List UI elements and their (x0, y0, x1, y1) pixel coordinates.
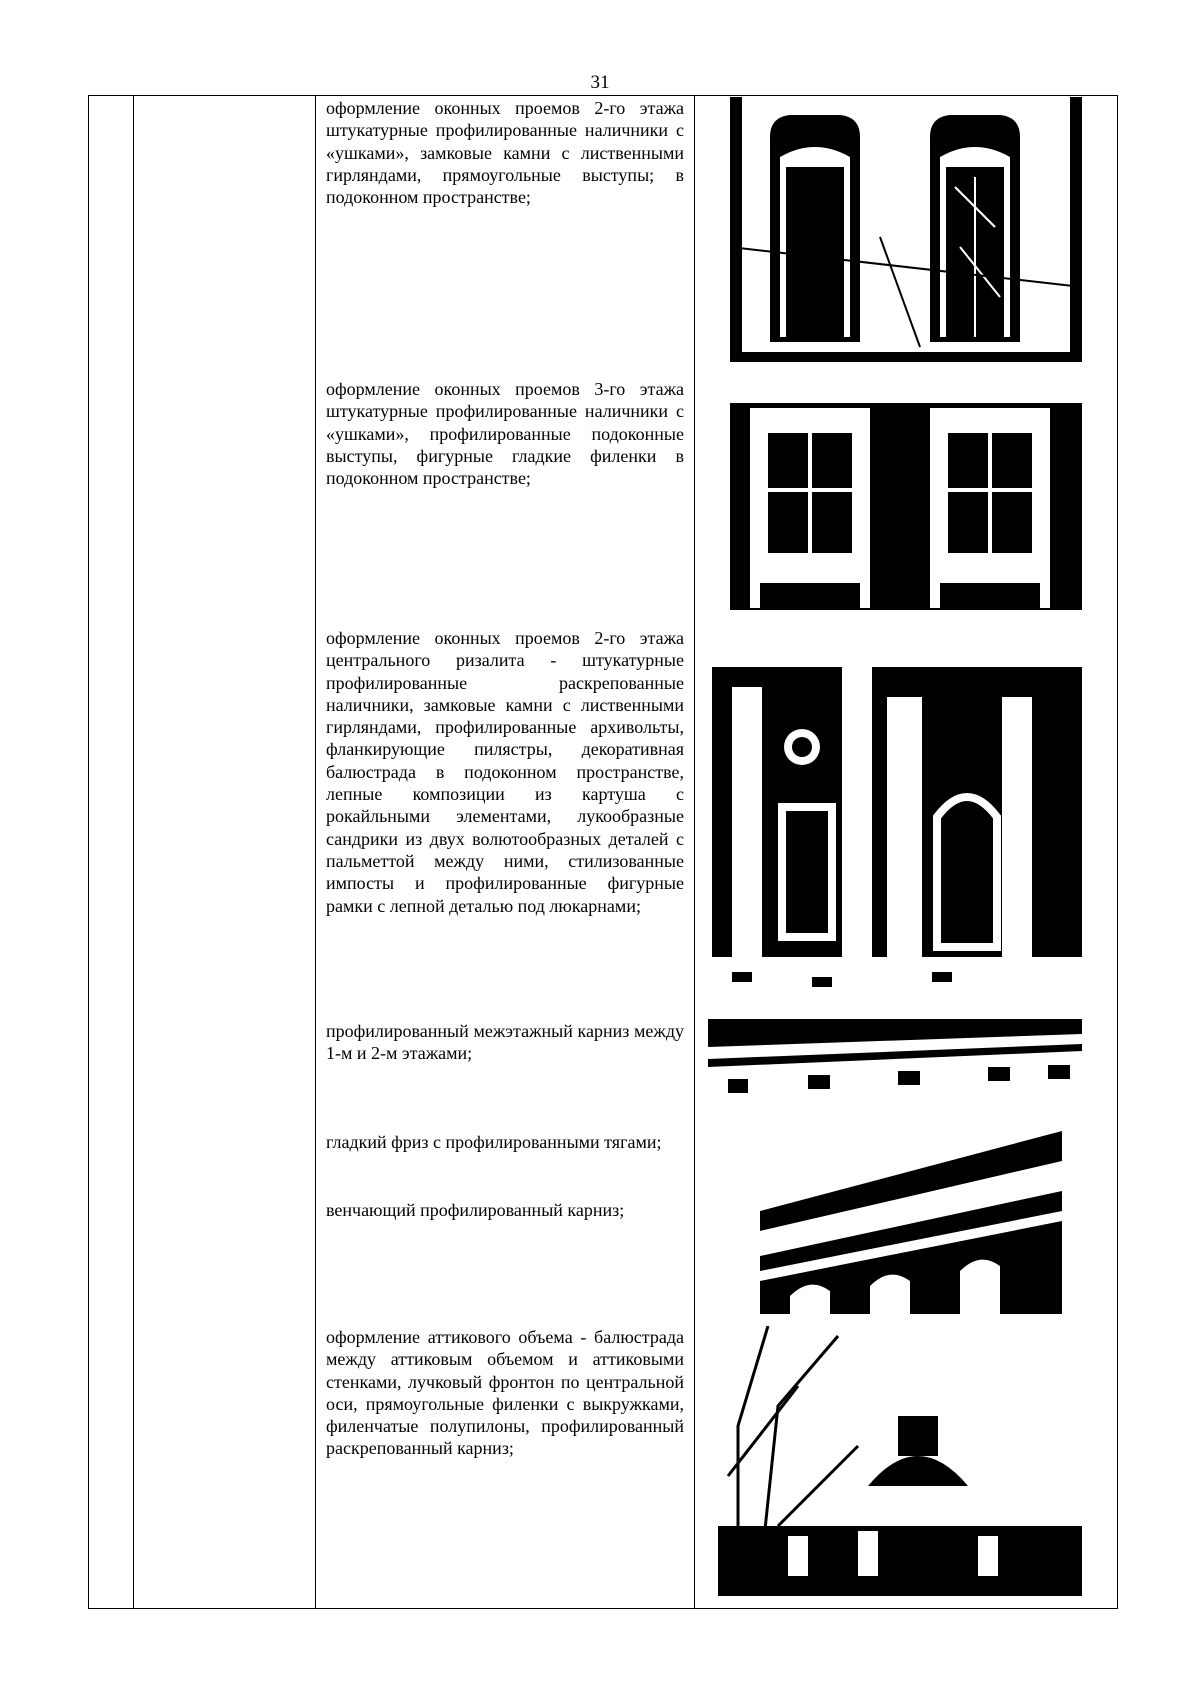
facade-photo-icon (712, 627, 1082, 1005)
row-5-text: гладкий фриз с профилированными тягами; (326, 1132, 662, 1152)
window-photo-icon (730, 378, 1082, 610)
cornice-photo-icon (708, 1019, 1082, 1114)
row-7-text: оформление аттикового объема - балюстрада между аттиковым объемом и аттиковыми стенками, лучковый фронтон по центральной оси, прямоугольные филенки с выкружками, филенчатые полупилоны, профилированный раскрепованный карниз; (326, 1327, 684, 1459)
page-number: 31 (590, 72, 610, 93)
column-divider (315, 96, 316, 1608)
attic-photo-icon (718, 1326, 1082, 1596)
row-4-text: профилированный межэтажный карниз между 1-м и 2-м этажами; (326, 1021, 684, 1064)
window-photo-icon (730, 97, 1082, 362)
column-divider (133, 96, 134, 1608)
frieze-photo-icon (760, 1131, 1062, 1314)
column-divider (694, 96, 695, 1608)
row-3-text: оформление оконных проемов 2-го этажа центрального ризалита - штукатурные профилированные раскрепованные наличники, замковые камни с лиственными гирляндами, профилированные архивольты, фланкирующие пилястры, декоративная балюстрада в подоконном пространстве, лепные композиции из картуша с рокайльными элементами, лукообразные сандрики из двух волютообразных деталей с пальметтой между ними, стилизованные импосты и профилированные фигурные рамки с лепной деталью под люкарнами; (326, 628, 684, 916)
row-1-text: оформление оконных проемов 2-го этажа штукатурные профилированные наличники с «ушками», замковые камни с лиственными гирляндами, прямоугольные выступы; в подоконном пространстве; (326, 98, 684, 208)
row-2-text: оформление оконных проемов 3-го этажа штукатурные профилированные наличники с «ушками», профилированные подоконные выступы, фигурные гладкие филенки в подоконном пространстве; (326, 379, 684, 489)
row-6-text: венчающий профилированный карниз; (326, 1200, 625, 1220)
